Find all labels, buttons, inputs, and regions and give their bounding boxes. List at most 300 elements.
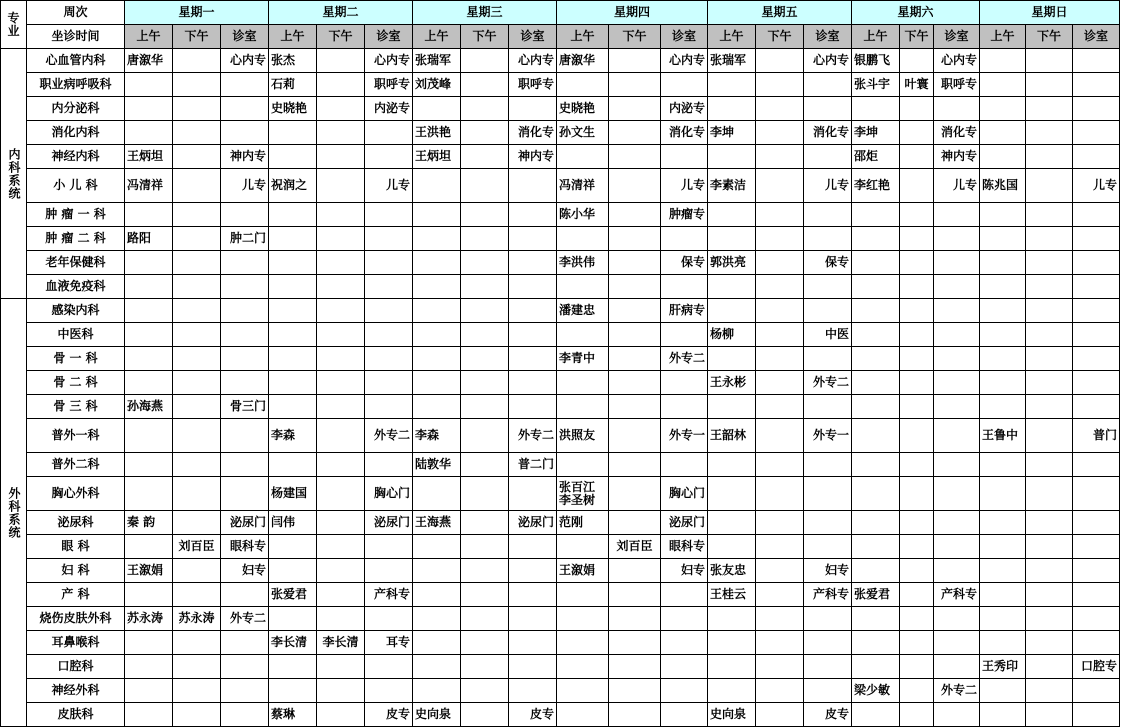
clinic-room-cell: [1073, 275, 1120, 299]
clinic-room-cell: [509, 395, 557, 419]
morning-doctor-cell: 张爱君: [852, 583, 900, 607]
afternoon-doctor-cell: [900, 323, 934, 347]
morning-doctor-cell: 蔡琳: [269, 703, 317, 727]
morning-doctor-cell: [125, 251, 173, 275]
afternoon-doctor-cell: [1026, 145, 1073, 169]
clinic-room-cell: [221, 323, 269, 347]
morning-doctor-cell: [125, 703, 173, 727]
clinic-room-cell: [1073, 347, 1120, 371]
morning-doctor-cell: 张瑞军: [708, 49, 756, 73]
morning-doctor-cell: [557, 275, 609, 299]
schedule-row: [1, 347, 1120, 371]
morning-doctor-cell: 张斗宇: [852, 73, 900, 97]
morning-doctor-cell: [413, 169, 461, 203]
slot-header: 上午: [852, 25, 900, 49]
morning-doctor-cell: [980, 583, 1026, 607]
morning-doctor-cell: 王海燕: [413, 511, 461, 535]
clinic-room-cell: [934, 631, 980, 655]
morning-doctor-cell: [125, 477, 173, 511]
morning-doctor-cell: [269, 227, 317, 251]
clinic-room-cell: [221, 583, 269, 607]
clinic-room-cell: [804, 347, 852, 371]
schedule-row: [1, 583, 1120, 607]
morning-doctor-cell: [413, 371, 461, 395]
morning-doctor-cell: [125, 535, 173, 559]
morning-doctor-cell: [852, 275, 900, 299]
department-name: 胸心外科: [27, 477, 125, 511]
department-name: 骨 二 科: [27, 371, 125, 395]
clinic-room-cell: 消化专: [804, 121, 852, 145]
morning-doctor-cell: [708, 97, 756, 121]
morning-doctor-cell: 李坤: [708, 121, 756, 145]
afternoon-doctor-cell: [461, 477, 509, 511]
clinic-room-cell: 神内专: [934, 145, 980, 169]
clinic-room-cell: [509, 655, 557, 679]
morning-doctor-cell: 孙文生: [557, 121, 609, 145]
morning-doctor-cell: [269, 371, 317, 395]
clinic-room-cell: [1073, 323, 1120, 347]
department-name: 消化内科: [27, 121, 125, 145]
morning-doctor-cell: [852, 323, 900, 347]
morning-doctor-cell: [708, 299, 756, 323]
department-name: 肿 瘤 二 科: [27, 227, 125, 251]
afternoon-doctor-cell: [609, 169, 661, 203]
morning-doctor-cell: 王桂云: [708, 583, 756, 607]
clinic-room-cell: 保专: [661, 251, 708, 275]
clinic-room-cell: 皮专: [509, 703, 557, 727]
morning-doctor-cell: [708, 73, 756, 97]
morning-doctor-cell: [125, 371, 173, 395]
morning-doctor-cell: [980, 347, 1026, 371]
clinic-room-cell: [509, 323, 557, 347]
morning-doctor-cell: 银鹏飞: [852, 49, 900, 73]
department-name: 口腔科: [27, 655, 125, 679]
morning-doctor-cell: [980, 631, 1026, 655]
schedule-row: [1, 299, 1120, 323]
afternoon-doctor-cell: [609, 419, 661, 453]
day-header: 星期一: [125, 1, 269, 25]
afternoon-doctor-cell: [461, 535, 509, 559]
clinic-room-cell: [365, 251, 413, 275]
afternoon-doctor-cell: [461, 299, 509, 323]
clinic-room-cell: [509, 679, 557, 703]
morning-doctor-cell: [269, 251, 317, 275]
afternoon-doctor-cell: [756, 347, 804, 371]
afternoon-doctor-cell: [173, 49, 221, 73]
morning-doctor-cell: [980, 453, 1026, 477]
department-name: 血液免疫科: [27, 275, 125, 299]
schedule-row: [1, 655, 1120, 679]
afternoon-doctor-cell: [173, 371, 221, 395]
morning-doctor-cell: [980, 371, 1026, 395]
schedule-row: [1, 371, 1120, 395]
slot-header: 下午: [173, 25, 221, 49]
clinic-room-cell: [661, 583, 708, 607]
morning-doctor-cell: [708, 511, 756, 535]
afternoon-doctor-cell: [173, 323, 221, 347]
day-header: 星期日: [980, 1, 1120, 25]
morning-doctor-cell: [413, 275, 461, 299]
morning-doctor-cell: 陆敦华: [413, 453, 461, 477]
morning-doctor-cell: [980, 607, 1026, 631]
clinic-room-cell: [365, 145, 413, 169]
afternoon-doctor-cell: [317, 535, 365, 559]
morning-doctor-cell: [269, 323, 317, 347]
clinic-room-cell: [509, 169, 557, 203]
afternoon-doctor-cell: [461, 583, 509, 607]
clinic-room-cell: [221, 679, 269, 703]
afternoon-doctor-cell: 刘百臣: [609, 535, 661, 559]
afternoon-doctor-cell: [317, 559, 365, 583]
morning-doctor-cell: [708, 631, 756, 655]
schedule-row: [1, 145, 1120, 169]
schedule-row: [1, 453, 1120, 477]
morning-doctor-cell: 陈小华: [557, 203, 609, 227]
afternoon-doctor-cell: [173, 679, 221, 703]
clinic-room-cell: 外专二: [509, 419, 557, 453]
clinic-room-cell: [509, 251, 557, 275]
morning-doctor-cell: 郭洪亮: [708, 251, 756, 275]
schedule-row: [1, 559, 1120, 583]
clinic-room-cell: [1073, 703, 1120, 727]
morning-doctor-cell: 李森: [413, 419, 461, 453]
clinic-room-cell: [1073, 631, 1120, 655]
clinic-room-cell: [661, 607, 708, 631]
morning-doctor-cell: 李素洁: [708, 169, 756, 203]
afternoon-doctor-cell: [317, 121, 365, 145]
clinic-room-cell: 肝病专: [661, 299, 708, 323]
morning-doctor-cell: [852, 419, 900, 453]
morning-doctor-cell: 路阳: [125, 227, 173, 251]
morning-doctor-cell: [269, 679, 317, 703]
clinic-room-cell: [365, 347, 413, 371]
morning-doctor-cell: [708, 679, 756, 703]
clinic-room-cell: 泌尿门: [661, 511, 708, 535]
clinic-room-cell: [365, 323, 413, 347]
afternoon-doctor-cell: [1026, 395, 1073, 419]
afternoon-doctor-cell: [461, 655, 509, 679]
morning-doctor-cell: [413, 631, 461, 655]
afternoon-doctor-cell: [756, 703, 804, 727]
clinic-room-cell: [221, 275, 269, 299]
schedule-row: [1, 49, 1120, 73]
morning-doctor-cell: [852, 477, 900, 511]
clinic-room-cell: [509, 227, 557, 251]
clinic-room-cell: 外专二: [661, 347, 708, 371]
afternoon-doctor-cell: [1026, 299, 1073, 323]
clinic-room-cell: [661, 371, 708, 395]
clinic-room-cell: [804, 203, 852, 227]
specialty-header: 专业: [1, 1, 27, 49]
morning-doctor-cell: 苏永涛: [125, 607, 173, 631]
clinic-room-cell: [1073, 227, 1120, 251]
morning-doctor-cell: [708, 275, 756, 299]
clinic-room-cell: 儿专: [804, 169, 852, 203]
afternoon-doctor-cell: [173, 559, 221, 583]
morning-doctor-cell: 李青中: [557, 347, 609, 371]
department-name: 泌尿科: [27, 511, 125, 535]
afternoon-doctor-cell: [461, 395, 509, 419]
clinic-room-cell: 心内专: [804, 49, 852, 73]
morning-doctor-cell: 邵炬: [852, 145, 900, 169]
clinic-room-cell: [221, 73, 269, 97]
afternoon-doctor-cell: [173, 511, 221, 535]
schedule-row: [1, 203, 1120, 227]
afternoon-doctor-cell: [461, 203, 509, 227]
clinic-room-cell: [221, 299, 269, 323]
afternoon-doctor-cell: [756, 203, 804, 227]
afternoon-doctor-cell: [317, 145, 365, 169]
clinic-room-cell: [934, 477, 980, 511]
afternoon-doctor-cell: [609, 631, 661, 655]
afternoon-doctor-cell: [317, 299, 365, 323]
afternoon-doctor-cell: [1026, 371, 1073, 395]
morning-doctor-cell: [852, 559, 900, 583]
afternoon-doctor-cell: [461, 121, 509, 145]
clinic-room-cell: [509, 535, 557, 559]
clinic-room-cell: 泌尿门: [509, 511, 557, 535]
morning-doctor-cell: [269, 535, 317, 559]
morning-doctor-cell: [980, 121, 1026, 145]
department-name: 中医科: [27, 323, 125, 347]
morning-doctor-cell: [708, 227, 756, 251]
afternoon-doctor-cell: [461, 251, 509, 275]
clinic-room-cell: 内泌专: [661, 97, 708, 121]
morning-doctor-cell: 杨柳: [708, 323, 756, 347]
morning-doctor-cell: 李坤: [852, 121, 900, 145]
clinic-room-cell: 神内专: [221, 145, 269, 169]
clinic-room-cell: [661, 145, 708, 169]
afternoon-doctor-cell: [900, 631, 934, 655]
morning-doctor-cell: [980, 227, 1026, 251]
afternoon-doctor-cell: [317, 323, 365, 347]
afternoon-doctor-cell: [609, 145, 661, 169]
morning-doctor-cell: [125, 275, 173, 299]
morning-doctor-cell: [980, 559, 1026, 583]
afternoon-doctor-cell: [609, 477, 661, 511]
afternoon-doctor-cell: [173, 347, 221, 371]
afternoon-doctor-cell: [609, 227, 661, 251]
afternoon-doctor-cell: [1026, 655, 1073, 679]
afternoon-doctor-cell: [756, 145, 804, 169]
clinic-room-cell: 心内专: [661, 49, 708, 73]
afternoon-doctor-cell: 李长清: [317, 631, 365, 655]
schedule-row: [1, 395, 1120, 419]
slot-header: 下午: [461, 25, 509, 49]
afternoon-doctor-cell: [1026, 97, 1073, 121]
clinic-room-cell: 儿专: [661, 169, 708, 203]
clinic-room-cell: 外专一: [804, 419, 852, 453]
clinic-room-cell: [804, 299, 852, 323]
morning-doctor-cell: [708, 453, 756, 477]
afternoon-doctor-cell: [756, 655, 804, 679]
afternoon-doctor-cell: [461, 453, 509, 477]
morning-doctor-cell: [269, 559, 317, 583]
clinic-room-cell: 消化专: [934, 121, 980, 145]
afternoon-doctor-cell: [756, 73, 804, 97]
department-name: 心血管内科: [27, 49, 125, 73]
morning-doctor-cell: [980, 477, 1026, 511]
morning-doctor-cell: [708, 145, 756, 169]
slot-header: 下午: [756, 25, 804, 49]
afternoon-doctor-cell: [900, 299, 934, 323]
morning-doctor-cell: 王溆娟: [557, 559, 609, 583]
clinic-room-cell: 泌尿门: [221, 511, 269, 535]
morning-doctor-cell: 史晓艳: [557, 97, 609, 121]
clinic-room-cell: [365, 227, 413, 251]
clinic-room-cell: [661, 323, 708, 347]
afternoon-doctor-cell: [756, 679, 804, 703]
clinic-room-cell: [1073, 607, 1120, 631]
slot-header: 诊室: [365, 25, 413, 49]
afternoon-doctor-cell: [756, 323, 804, 347]
afternoon-doctor-cell: [609, 371, 661, 395]
morning-doctor-cell: [125, 97, 173, 121]
morning-doctor-cell: [125, 453, 173, 477]
afternoon-doctor-cell: [609, 121, 661, 145]
clinic-room-cell: [365, 535, 413, 559]
morning-doctor-cell: 冯清祥: [557, 169, 609, 203]
afternoon-doctor-cell: [756, 631, 804, 655]
afternoon-doctor-cell: [609, 511, 661, 535]
afternoon-doctor-cell: [609, 607, 661, 631]
clinic-room-cell: [1073, 371, 1120, 395]
clinic-room-cell: [934, 395, 980, 419]
morning-doctor-cell: 秦 韵: [125, 511, 173, 535]
afternoon-doctor-cell: [317, 395, 365, 419]
afternoon-doctor-cell: [461, 347, 509, 371]
clinic-room-cell: [934, 347, 980, 371]
afternoon-doctor-cell: [173, 299, 221, 323]
morning-doctor-cell: [269, 121, 317, 145]
clinic-room-cell: [509, 371, 557, 395]
afternoon-doctor-cell: [756, 395, 804, 419]
clinic-room-cell: 普门: [1073, 419, 1120, 453]
afternoon-doctor-cell: [461, 145, 509, 169]
clinic-room-cell: [804, 395, 852, 419]
internal-system-label: [1, 49, 27, 299]
clinic-room-cell: [1073, 477, 1120, 511]
clinic-room-cell: 眼科专: [661, 535, 708, 559]
clinic-room-cell: 眼科专: [221, 535, 269, 559]
clinic-room-cell: [661, 631, 708, 655]
afternoon-doctor-cell: 叶寰: [900, 73, 934, 97]
morning-doctor-cell: [980, 299, 1026, 323]
clinic-room-cell: [804, 679, 852, 703]
morning-doctor-cell: [413, 347, 461, 371]
afternoon-doctor-cell: [173, 395, 221, 419]
morning-doctor-cell: [413, 559, 461, 583]
afternoon-doctor-cell: [461, 703, 509, 727]
afternoon-doctor-cell: [1026, 347, 1073, 371]
slot-header: 下午: [1026, 25, 1073, 49]
afternoon-doctor-cell: [173, 227, 221, 251]
afternoon-doctor-cell: [1026, 703, 1073, 727]
afternoon-doctor-cell: [317, 49, 365, 73]
morning-doctor-cell: [980, 275, 1026, 299]
clinic-room-cell: [804, 275, 852, 299]
morning-doctor-cell: [269, 655, 317, 679]
morning-doctor-cell: [557, 145, 609, 169]
department-name: 内分泌科: [27, 97, 125, 121]
morning-doctor-cell: [125, 121, 173, 145]
afternoon-doctor-cell: [900, 121, 934, 145]
morning-doctor-cell: 王鲁中: [980, 419, 1026, 453]
morning-doctor-cell: 王秀印: [980, 655, 1026, 679]
clinic-room-cell: [934, 323, 980, 347]
morning-doctor-cell: [852, 631, 900, 655]
clinic-room-cell: [221, 347, 269, 371]
clinic-room-cell: [221, 419, 269, 453]
afternoon-doctor-cell: [756, 419, 804, 453]
slot-header: 上午: [708, 25, 756, 49]
afternoon-doctor-cell: [609, 395, 661, 419]
clinic-room-cell: 职呼专: [509, 73, 557, 97]
morning-doctor-cell: [708, 395, 756, 419]
clinic-room-cell: 外专一: [661, 419, 708, 453]
clinic-room-cell: [221, 453, 269, 477]
department-name: 皮肤科: [27, 703, 125, 727]
morning-doctor-cell: [557, 395, 609, 419]
morning-doctor-cell: [852, 453, 900, 477]
schedule-row: [1, 275, 1120, 299]
clinic-room-cell: [934, 227, 980, 251]
morning-doctor-cell: 史晓艳: [269, 97, 317, 121]
clinic-room-cell: [365, 371, 413, 395]
afternoon-doctor-cell: [900, 477, 934, 511]
clinic-room-cell: [934, 275, 980, 299]
morning-doctor-cell: [852, 203, 900, 227]
clinic-room-cell: [1073, 203, 1120, 227]
surgical-system-label: [1, 299, 27, 727]
morning-doctor-cell: [557, 607, 609, 631]
afternoon-doctor-cell: [609, 679, 661, 703]
afternoon-doctor-cell: [173, 703, 221, 727]
afternoon-doctor-cell: [1026, 607, 1073, 631]
afternoon-doctor-cell: [609, 251, 661, 275]
slot-header: 上午: [413, 25, 461, 49]
clinic-room-cell: [221, 121, 269, 145]
department-name: 产 科: [27, 583, 125, 607]
clinic-room-cell: [804, 511, 852, 535]
clinic-room-cell: [661, 275, 708, 299]
morning-doctor-cell: [852, 535, 900, 559]
afternoon-doctor-cell: [609, 49, 661, 73]
afternoon-doctor-cell: [756, 371, 804, 395]
clinic-room-cell: 中医: [804, 323, 852, 347]
morning-doctor-cell: [413, 679, 461, 703]
morning-doctor-cell: 张杰: [269, 49, 317, 73]
clinic-room-cell: [804, 145, 852, 169]
afternoon-doctor-cell: [317, 477, 365, 511]
afternoon-doctor-cell: [900, 655, 934, 679]
afternoon-doctor-cell: 刘百臣: [173, 535, 221, 559]
day-header: 星期三: [413, 1, 557, 25]
morning-doctor-cell: [269, 395, 317, 419]
day-header: 星期四: [557, 1, 708, 25]
afternoon-doctor-cell: [756, 299, 804, 323]
department-name: 骨 三 科: [27, 395, 125, 419]
clinic-room-cell: [509, 299, 557, 323]
morning-doctor-cell: 杨建国: [269, 477, 317, 511]
clinic-room-cell: [221, 655, 269, 679]
clinic-room-cell: [1073, 559, 1120, 583]
clinic-room-cell: [365, 203, 413, 227]
afternoon-doctor-cell: [1026, 535, 1073, 559]
clinic-room-cell: [934, 511, 980, 535]
schedule-row: [1, 419, 1120, 453]
day-header: 星期二: [269, 1, 413, 25]
